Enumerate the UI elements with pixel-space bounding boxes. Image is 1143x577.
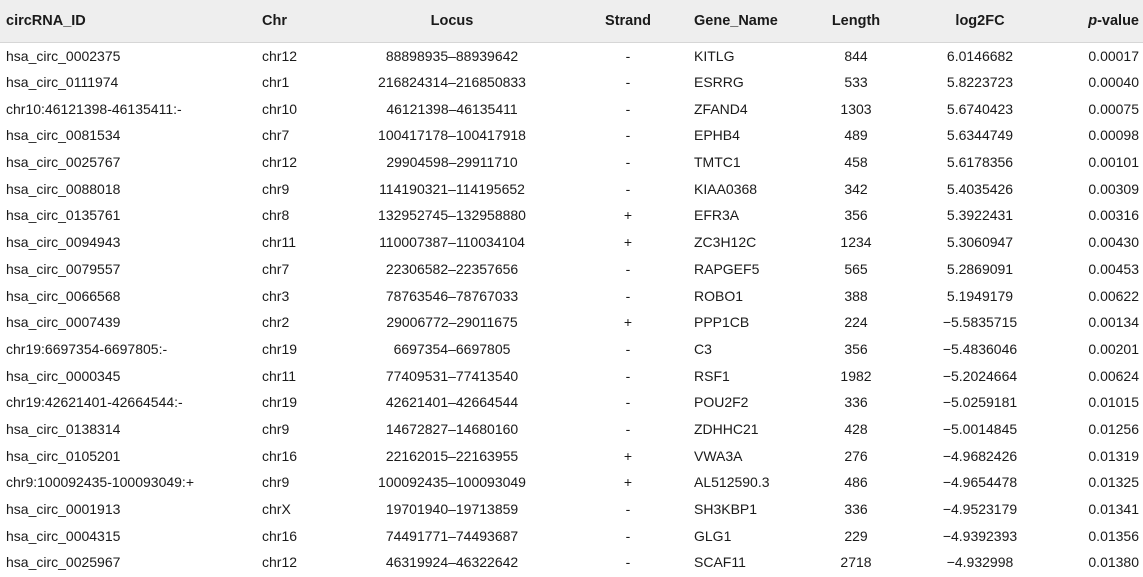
table-header-row — [0, 0, 1143, 42]
cell-pvalue: 0.01015 — [1058, 389, 1143, 416]
cell-pvalue: 0.00453 — [1088, 260, 1139, 277]
cell-strand: + — [566, 442, 690, 469]
cell-pvalue: 0.01325 — [1088, 474, 1139, 491]
table-row — [0, 69, 1143, 96]
cell-log2fc: 6.0146682 — [946, 47, 1014, 64]
cell-length: 1982 — [840, 367, 872, 384]
cell-strand: - — [625, 154, 631, 171]
cell-chr: chr11 — [262, 367, 296, 384]
cell-pvalue: 0.00134 — [1088, 314, 1139, 331]
table-row — [0, 202, 1143, 229]
table-row — [0, 175, 1143, 202]
cell-chr: chr3 — [258, 282, 338, 309]
cell-locus: 46319924–46322642 — [338, 549, 566, 576]
cell-log2fc: 5.3060947 — [902, 229, 1058, 256]
cell-strand: - — [566, 496, 690, 523]
cell-chr: chr9 — [258, 175, 338, 202]
table-row — [0, 42, 1143, 69]
cell-circrna-id: chr10:46121398-46135411:- — [6, 100, 182, 117]
header-log2fc: log2FC — [902, 0, 1058, 42]
cell-log2fc: −4.9682426 — [902, 442, 1058, 469]
header-pvalue-suffix: -value — [1097, 12, 1139, 29]
cell-circrna-id: hsa_circ_0007439 — [6, 314, 121, 331]
cell-strand: - — [566, 69, 690, 96]
cell-gene-name: RSF1 — [694, 367, 730, 384]
cell-circrna-id: hsa_circ_0025967 — [0, 549, 258, 576]
cell-strand: - — [625, 367, 631, 384]
cell-log2fc: 5.6740423 — [946, 100, 1014, 117]
cell-circrna-id: hsa_circ_0066568 — [0, 282, 258, 309]
cell-chr: chr16 — [258, 442, 338, 469]
cell-pvalue: 0.01341 — [1058, 496, 1143, 523]
table-row — [0, 282, 1143, 309]
cell-strand: - — [566, 175, 690, 202]
cell-length: 336 — [810, 389, 902, 416]
cell-locus: 88898935–88939642 — [385, 47, 519, 64]
cell-circrna-id: hsa_circ_0004315 — [6, 527, 121, 544]
cell-locus: 29904598–29911710 — [386, 154, 518, 171]
cell-gene-name: ROBO1 — [690, 282, 810, 309]
cell-pvalue: 0.01256 — [1088, 420, 1139, 437]
cell-circrna-id: hsa_circ_0094943 — [0, 229, 258, 256]
cell-circrna-id: hsa_circ_0000345 — [6, 367, 121, 384]
cell-circrna-id: hsa_circ_0088018 — [0, 175, 258, 202]
cell-pvalue: 0.00622 — [1058, 282, 1143, 309]
table-row — [0, 256, 1143, 283]
cell-gene-name: ZFAND4 — [694, 100, 748, 117]
cell-gene-name: SCAF11 — [690, 549, 810, 576]
cell-gene-name: TMTC1 — [694, 154, 741, 171]
cell-length: 356 — [810, 336, 902, 363]
cell-length: 486 — [844, 474, 868, 491]
cell-gene-name: GLG1 — [694, 527, 732, 544]
cell-gene-name: EPHB4 — [690, 122, 810, 149]
cell-log2fc: −4.9392393 — [942, 527, 1018, 544]
cell-circrna-id: hsa_circ_0081534 — [0, 122, 258, 149]
cell-circrna-id: chr19:42621401-42664544:- — [0, 389, 258, 416]
cell-circrna-id: hsa_circ_0002375 — [6, 47, 121, 64]
cell-strand: - — [566, 122, 690, 149]
cell-pvalue: 0.00430 — [1058, 229, 1143, 256]
cell-pvalue: 0.00101 — [1088, 154, 1139, 171]
cell-pvalue: 0.00098 — [1058, 122, 1143, 149]
cell-locus: 78763546–78767033 — [338, 282, 566, 309]
cell-log2fc: −5.5835715 — [942, 314, 1018, 331]
cell-pvalue: 0.00017 — [1088, 47, 1139, 64]
cell-log2fc: 5.8223723 — [902, 69, 1058, 96]
cell-chr: chr12 — [262, 154, 298, 171]
table-body — [0, 42, 1143, 576]
header-strand: Strand — [566, 0, 690, 42]
cell-locus: 100417178–100417918 — [338, 122, 566, 149]
cell-locus: 216824314–216850833 — [338, 69, 566, 96]
cell-strand: - — [625, 47, 631, 64]
cell-log2fc: −5.4836046 — [902, 336, 1058, 363]
header-pvalue-italic: p — [1088, 12, 1098, 29]
header-chr: Chr — [258, 0, 338, 42]
cell-log2fc: 5.3922431 — [946, 207, 1014, 224]
cell-gene-name: PPP1CB — [694, 314, 750, 331]
cell-locus: 100092435–100093049 — [378, 474, 526, 491]
cell-circrna-id: hsa_circ_0025767 — [6, 154, 121, 171]
cell-pvalue: 0.01319 — [1058, 442, 1143, 469]
cell-chr: chr10 — [262, 100, 298, 117]
table-row — [0, 122, 1143, 149]
table-row — [0, 442, 1143, 469]
cell-length: 276 — [810, 442, 902, 469]
cell-locus: 14672827–14680160 — [385, 420, 519, 437]
cell-chr: chr11 — [258, 229, 338, 256]
cell-gene-name: POU2F2 — [690, 389, 810, 416]
cell-chr: chr19 — [258, 389, 338, 416]
cell-strand: - — [566, 282, 690, 309]
cell-length: 224 — [844, 314, 868, 331]
cell-circrna-id: hsa_circ_0111974 — [0, 69, 258, 96]
cell-log2fc: −5.2024664 — [942, 367, 1018, 384]
header-circrna-id: circRNA_ID — [0, 0, 258, 42]
table-row — [0, 522, 1143, 549]
cell-log2fc: 5.6344749 — [902, 122, 1058, 149]
cell-pvalue: 0.00309 — [1058, 175, 1143, 202]
cell-length: 489 — [810, 122, 902, 149]
cell-circrna-id: hsa_circ_0079557 — [6, 260, 121, 277]
cell-circrna-id: hsa_circ_0135761 — [6, 207, 121, 224]
cell-gene-name: AL512590.3 — [694, 474, 770, 491]
table-row — [0, 416, 1143, 443]
table-row — [0, 336, 1143, 363]
cell-chr: chr19 — [258, 336, 338, 363]
cell-circrna-id: hsa_circ_0138314 — [6, 420, 121, 437]
table-row — [0, 362, 1143, 389]
cell-log2fc: −5.0014845 — [942, 420, 1018, 437]
cell-gene-name: RAPGEF5 — [694, 260, 760, 277]
cell-gene-name: KIAA0368 — [690, 175, 810, 202]
header-locus: Locus — [338, 0, 566, 42]
cell-pvalue: 0.01380 — [1058, 549, 1143, 576]
cell-strand: + — [623, 207, 633, 224]
cell-length: 356 — [844, 207, 868, 224]
cell-length: 458 — [844, 154, 868, 171]
cell-strand: - — [566, 549, 690, 576]
cell-locus: 19701940–19713859 — [338, 496, 566, 523]
cell-gene-name: ZC3H12C — [690, 229, 810, 256]
cell-locus: 22162015–22163955 — [338, 442, 566, 469]
cell-strand: - — [625, 100, 631, 117]
cell-log2fc: 5.1949179 — [902, 282, 1058, 309]
cell-log2fc: −5.0259181 — [902, 389, 1058, 416]
cell-pvalue: 0.00624 — [1088, 367, 1139, 384]
cell-length: 342 — [810, 175, 902, 202]
table-row — [0, 549, 1143, 576]
cell-chr: chr12 — [258, 549, 338, 576]
cell-chr: chr9 — [262, 420, 290, 437]
cell-length: 428 — [844, 420, 868, 437]
cell-chr: chr7 — [258, 122, 338, 149]
cell-length: 565 — [844, 260, 868, 277]
cell-locus: 114190321–114195652 — [338, 175, 566, 202]
cell-chr: chr16 — [262, 527, 298, 544]
cell-pvalue: 0.00201 — [1058, 336, 1143, 363]
cell-strand: + — [623, 314, 633, 331]
cell-locus: 74491771–74493687 — [385, 527, 519, 544]
cell-gene-name: KITLG — [694, 47, 735, 64]
cell-locus: 110007387–110034104 — [338, 229, 566, 256]
cell-locus: 42621401–42664544 — [338, 389, 566, 416]
cell-strand: - — [625, 420, 631, 437]
cell-strand: - — [625, 260, 631, 277]
table-row — [0, 389, 1143, 416]
cell-locus: 22306582–22357656 — [385, 260, 519, 277]
cell-gene-name: EFR3A — [694, 207, 740, 224]
cell-log2fc: 5.2869091 — [946, 260, 1014, 277]
cell-chr: chr7 — [262, 260, 290, 277]
cell-circrna-id: chr9:100092435-100093049:+ — [6, 474, 195, 491]
cell-strand: - — [625, 527, 631, 544]
cell-gene-name: C3 — [690, 336, 810, 363]
cell-locus: 29006772–29011675 — [386, 314, 518, 331]
cell-log2fc: 5.4035426 — [902, 175, 1058, 202]
cell-length: 2718 — [810, 549, 902, 576]
cell-strand: + — [566, 229, 690, 256]
cell-strand: - — [566, 389, 690, 416]
cell-circrna-id: chr19:6697354-6697805:- — [0, 336, 258, 363]
cell-chr: chr12 — [262, 47, 298, 64]
cell-locus: 132952745–132958880 — [378, 207, 526, 224]
cell-log2fc: −4.9523179 — [902, 496, 1058, 523]
cell-chr: chr2 — [262, 314, 290, 331]
cell-log2fc: 5.6178356 — [946, 154, 1014, 171]
cell-length: 336 — [810, 496, 902, 523]
cell-circrna-id: hsa_circ_0001913 — [0, 496, 258, 523]
table-row — [0, 469, 1143, 496]
header-gene-name: Gene_Name — [690, 0, 810, 42]
cell-length: 844 — [844, 47, 868, 64]
header-pvalue — [1058, 0, 1143, 42]
cell-gene-name: ESRRG — [690, 69, 810, 96]
cell-pvalue: 0.00075 — [1088, 100, 1139, 117]
header-length: Length — [810, 0, 902, 42]
cell-log2fc: −4.932998 — [902, 549, 1058, 576]
table-row — [0, 95, 1143, 122]
cell-log2fc: −4.9654478 — [942, 474, 1018, 491]
cell-strand: - — [566, 336, 690, 363]
cell-pvalue: 0.01356 — [1088, 527, 1139, 544]
cell-locus: 46121398–46135411 — [386, 100, 518, 117]
cell-locus: 77409531–77413540 — [385, 367, 519, 384]
table-row — [0, 309, 1143, 336]
cell-length: 229 — [844, 527, 868, 544]
cell-pvalue: 0.00316 — [1088, 207, 1139, 224]
cell-strand: + — [623, 474, 633, 491]
cell-locus: 6697354–6697805 — [338, 336, 566, 363]
cell-length: 1303 — [840, 100, 872, 117]
cell-gene-name: VWA3A — [690, 442, 810, 469]
cell-chr: chr1 — [258, 69, 338, 96]
cell-chr: chr8 — [262, 207, 290, 224]
cell-circrna-id: hsa_circ_0105201 — [0, 442, 258, 469]
cell-length: 1234 — [810, 229, 902, 256]
table-row — [0, 496, 1143, 523]
cell-chr: chr9 — [262, 474, 290, 491]
cell-length: 533 — [810, 69, 902, 96]
cell-length: 388 — [810, 282, 902, 309]
table-row — [0, 229, 1143, 256]
cell-pvalue: 0.00040 — [1058, 69, 1143, 96]
cell-chr: chrX — [258, 496, 338, 523]
cell-gene-name: ZDHHC21 — [694, 420, 759, 437]
cell-gene-name: SH3KBP1 — [690, 496, 810, 523]
table-row — [0, 149, 1143, 176]
